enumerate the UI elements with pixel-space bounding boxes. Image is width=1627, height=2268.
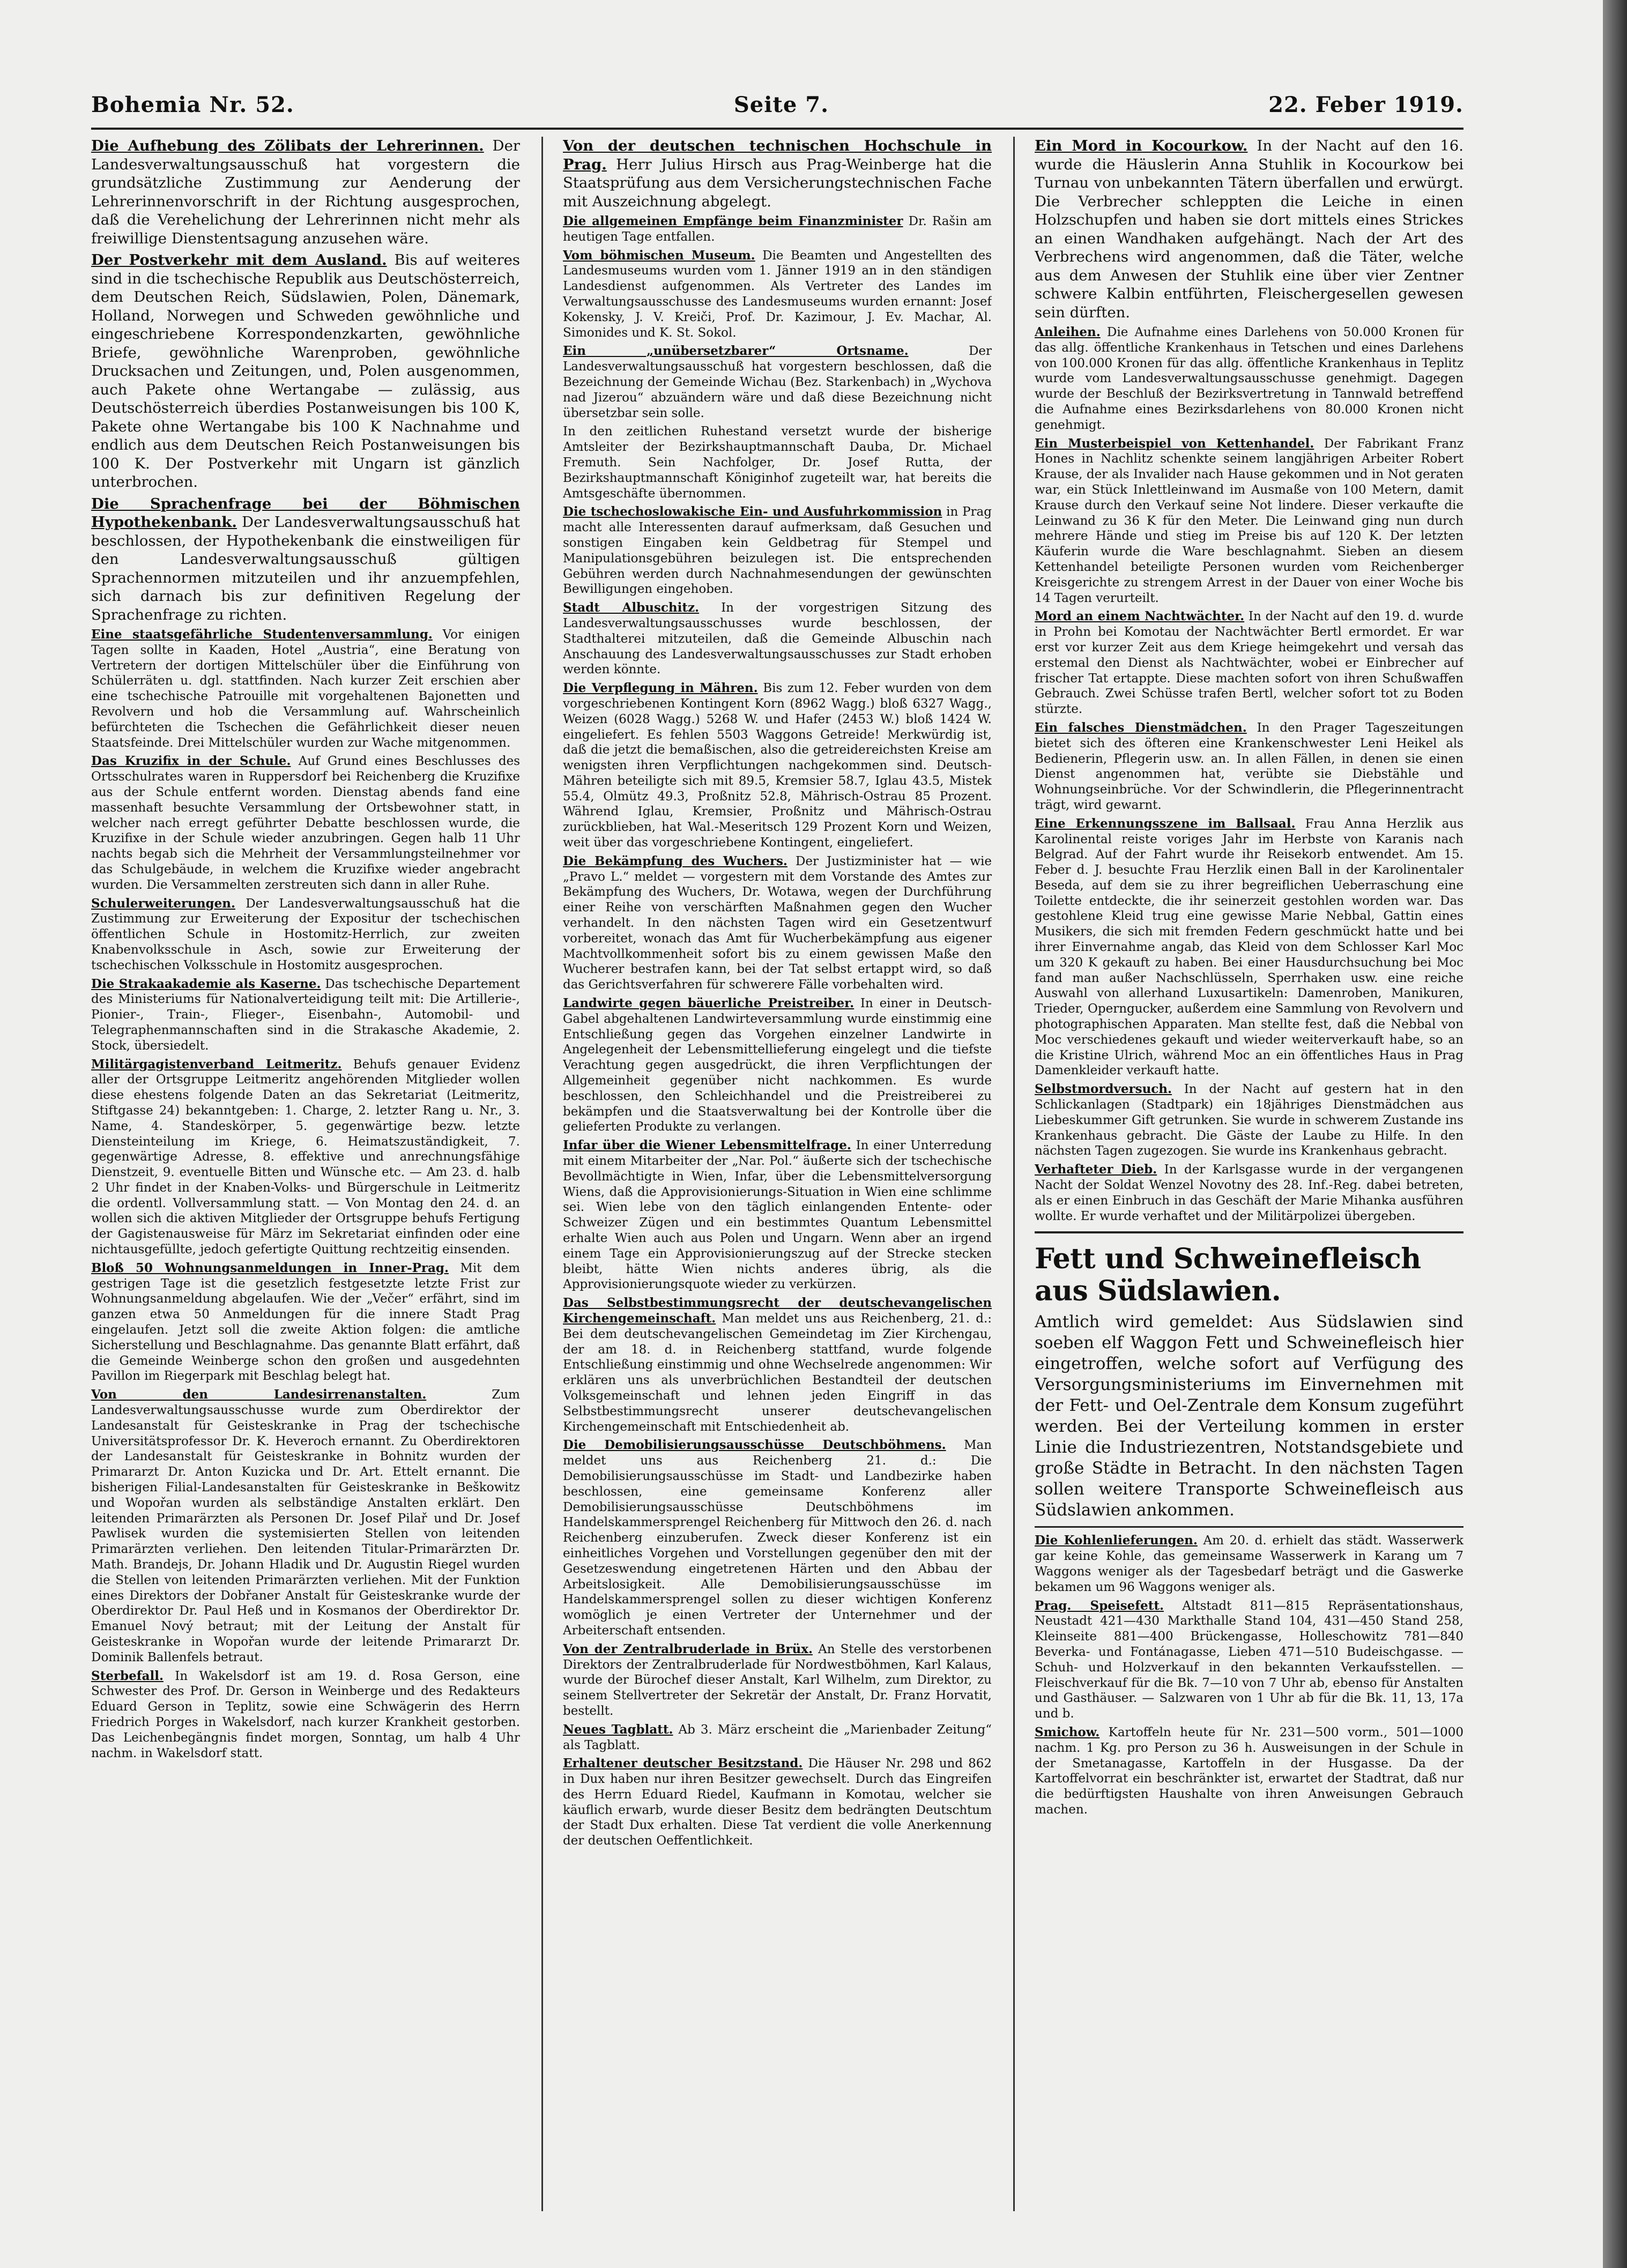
article (91, 495, 520, 624)
article (563, 344, 992, 421)
article-heading: Neues Tagblatt. (563, 1722, 673, 1737)
column-3 (1035, 137, 1463, 2217)
article-heading: Mord an einem Nachtwächter. (1035, 609, 1245, 624)
article-heading: Die allgemeinen Empfänge beim Finanzminister (563, 214, 903, 228)
article-heading: Der Postverkehr mit dem Ausland. (91, 251, 387, 269)
article-heading: Die tschechoslowakische Ein- und Ausfuhrkommission (563, 504, 942, 519)
article-heading: Militärgagistenverband Leitmeritz. (91, 1057, 342, 1072)
article-heading: Eine staatsgefährliche Studentenversammlung. (91, 627, 433, 642)
headline: Fett und Schweinefleisch aus Südslawien. (1035, 1243, 1421, 1308)
article-body: In Wakelsdorf ist am 19. d. Rosa Gerson, eine Schwester des Prof. Dr. Gerson in Weinberge und des Redakteurs Eduard Gerson in Teplitz, sowie eine Schwägerin des Herrn Friedrich Porges in Wakelsdorf, nach kurzer Krankheit gestorben. Das Leichenbegängnis findet morgen, Sonntag, um halb 4 Uhr nachm. in Wakelsdorf statt. (91, 1669, 520, 1760)
article (1035, 1533, 1463, 1595)
article-body: Der Landesverwaltungsausschuß hat beschlossen, der Hypothekenbank die einstweiligen für den Landesverwaltungsausschuß gültigen Sprachennormen mitzuteilen und ihr anzuempfehlen, sich darnach bis zur definitiven Regelung der Sprachenfrage zu richten. (91, 514, 520, 623)
article (91, 137, 520, 248)
header-rule (91, 128, 1463, 130)
article-heading: Die Bekämpfung des Wuchers. (563, 853, 788, 868)
article-body: Das tschechische Departement des Ministeriums für Nationalverteidigung teilt mit: Die Artillerie-, Pionier-, Train-, Flieger-, Eisenbahn-, Automobil- und Telegraphenmannschaften sind in die Strakasche Akademie, 2. Stock, übersiedelt. (91, 977, 520, 1053)
article (91, 754, 520, 893)
article-heading: Die Aufhebung des Zölibats der Lehrerinnen. (91, 137, 484, 154)
headline-article-body: Amtlich wird gemeldet: Aus Südslawien sind soeben elf Waggon Fett und Schweinefleisch hier eingetroffen, welche sofort auf Verfügung des Versorgungsministeriums im Einvernehmen mit der Fett- und Oel-Zentrale dem Konsum zugeführt werden. Bei der Verteilung kommen in erster Linie die Industriezentren, Notstandsgebiete und große Städte in Betracht. In den nächsten Tagen sollen weitere Transporte Schweinefleisch aus Südslawien ankommen. (1035, 1312, 1463, 1520)
article (91, 1669, 520, 1761)
article (563, 137, 992, 211)
article-body: Herr Julius Hirsch aus Prag-Weinberge hat die Staatsprüfung aus dem Versicherungstechnischen Fache mit Auszeichnung abgelegt. (563, 155, 992, 210)
article-heading: Anleihen. (1035, 325, 1101, 339)
article (563, 504, 992, 597)
article (563, 1722, 992, 1753)
article-heading: Landwirte gegen bäuerliche Preistreiber. (563, 996, 855, 1011)
article-heading: Verhafteter Dieb. (1035, 1162, 1157, 1177)
article-body: Am 20. d. erhielt das städt. Wasserwerk gar keine Kohle, das gemeinsame Wasserwerk in Karang um 7 Waggons weniger als der Tagesbedarf beträgt und die Gaswerke bekamen um 96 Waggons weniger als. (1035, 1534, 1463, 1594)
article-heading: Selbstmordversuch. (1035, 1082, 1172, 1097)
column-divider-1 (541, 137, 543, 2211)
article-body: Der Fabrikant Franz Hones in Nachlitz schenkte seinem langjährigen Arbeiter Robert Krause, der als Invalider nach Hause gekommen und in Not geraten war, ein Stück Inlettleinwand im Ausmaße von 100 Metern, damit Krause durch den Verkauf seine Not lindere. Dieser verkaufte die Leinwand zu 36 K für den Meter. Die Leinwand ging nun durch mehrere Hände und stieg im Preise bis auf 120 K. Der letzten Käuferin wurde die Ware beschlagnahmt. Sieben an diesem Kettenhandel beteiligte Personen wurden vom Reichenberger Kreisgerichte zu strengem Arrest in der Dauer von einer Woche bis 14 Tagen verurteilt. (1035, 436, 1463, 605)
headline-rule-bottom (1035, 1526, 1463, 1528)
article (1035, 816, 1463, 1079)
article-heading: Das Kruzifix in der Schule. (91, 754, 291, 769)
article (91, 251, 520, 492)
article-body: Der Landesverwaltungsausschuß hat vorgestern die grundsätzliche Zustimmung zur Aenderung der Lehrerinnenvorschrift in der Richtung ausgesprochen, daß die Verehelichung der Lehrerinnen nicht mehr als freiwillige Dienstentsagung anzusehen wäre. (91, 137, 520, 247)
article-heading: Ein Musterbeispiel von Kettenhandel. (1035, 436, 1314, 451)
article-body: Auf Grund eines Beschlusses des Ortsschulrates waren in Ruppersdorf bei Reichenberg die Kruzifixe aus der Schule entfernt worden. Dienstag abends fand eine massenhaft besuchte Versammlung der Ortsbewohner statt, in welcher nach erregt geführter Debatte beschlossen wurde, die Kruzifixe in der Schule wieder anzubringen. Gegen halb 11 Uhr nachts begab sich die Mehrheit der Versammlungsteilnehmer vor das Schulgebäude, in welchem die Kruzifixe wieder angebracht wurden. Die Versammelten zerstreuten sich dann in aller Ruhe. (91, 754, 520, 892)
article-heading: Die Demobilisierungsausschüsse Deutschböhmens. (563, 1438, 946, 1453)
article-heading: Schulerweiterungen. (91, 896, 235, 911)
page-header (91, 86, 1463, 123)
article-body: Kartoffeln heute für Nr. 231—500 vorm., 501—1000 nachm. 1 Kg. pro Person zu 36 h. Ausweisungen in der Schule in der Smetanagasse, Kartoffeln in der Husgasse. Da der Kartoffelvorrat ein beschränkter ist, erwartet der Stadtrat, daß nur die bedürftigsten Haushalte von ihren Anweisungen Gebrauch machen. (1035, 1725, 1463, 1817)
article (1035, 720, 1463, 813)
article-heading: Stadt Albuschitz. (563, 600, 700, 615)
article-body: In der Nacht auf gestern hat in den Schlickanlagen (Stadtpark) ein 18jähriges Dienstmädchen aus Liebeskummer Gift getrunken. Sie wurde in schwerem Zustande ins Krankenhaus gebracht. Die Gäste der Laube zu Hilfe. In den nächsten Tagen zugezogen. Sie wurde ins Krankenhaus gebracht. (1035, 1082, 1463, 1158)
article (1035, 1598, 1463, 1722)
article-heading: Ein falsches Dienstmädchen. (1035, 720, 1247, 735)
article-body: In der Nacht auf den 19. d. wurde in Prohn bei Komotau der Nachtwächter Bertl ermordet. Er war erst vor kurzer Zeit aus dem Kriege heimgekehrt und versah das erstemal den Dienst als Nachtwächter, wobei er Einbrecher auf frischer Tat ertappte. Diese machten sofort von ihren Schußwaffen Gebrauch. Zwei Schüsse trafen Bertl, welcher sofort tot zu Boden stürzte. (1035, 609, 1463, 717)
article-heading: Prag. Speisefett. (1035, 1598, 1164, 1613)
article-body: Frau Anna Herzlik aus Karolinental reiste voriges Jahr im Herbste von Karanis nach Belgrad. Auf der Fahrt wurde ihr Reisekorb entwendet. Am 15. Feber d. J. besuchte Frau Herzlik einen Ball in der Karolinentaler Beseda, auf dem sie zu ihrer begreiflichen Ueberraschung eine Toilette entdeckte, die ihr seinerzeit gestohlen worden war. Das gestohlene Kleid trug eine gewisse Marie Nebbal, Gattin eines Musikers, die sich mit fremden Federn geschmückt hatte und bei ihrer Einvernahme angab, das Kleid von dem Schlosser Karl Moc um 320 K gekauft zu haben. Bei einer Hausdurchsuchung bei Moc fand man außer Nachschlüsseln, Sperrhaken usw. eine reiche Auswahl von allerhand Luxusartikeln: Damenroben, Manikuren, Trieder, Operngucker, außerdem eine Sammlung von Revolvern und photographischen Apparaten. Man stellte fest, daß die Nebbal von Moc verschiedenes gekauft und wieder weiterverkauft habe, so an die Kristine Ulrich, während Moc an ein öffentliches Haus in Prag Damenkleider verkauft hatte. (1035, 816, 1463, 1078)
column-2 (563, 137, 992, 2217)
article (1035, 1725, 1463, 1818)
article (563, 1296, 992, 1434)
article-body: Dr. Rašin am heutigen Tage entfallen. (563, 214, 992, 244)
article (563, 1642, 992, 1719)
article (91, 977, 520, 1054)
article-heading: Vom böhmischen Museum. (563, 248, 755, 263)
article-body: Vor einigen Tagen sollte in Kaaden, Hotel „Austria“, eine Beratung von Vertretern der dortigen Mittelschüler über die Einführung von Schülerräten u. dgl. stattfinden. Nach kurzer Zeit erschien aber eine tschechische Patrouille mit vorgehaltenen Bajonetten und Revolvern und hob die Versammlung auf. Wahrscheinlich befürchteten die Tschechen die Gefährlichkeit dieser neuen Staatsfeinde. Drei Mittelschüler wurden zur Wache mitgenommen. (91, 628, 520, 750)
article-body: Bis zum 12. Feber wurden von dem vorgeschriebenen Kontingent Korn (8962 Wagg.) bloß 6327 Wagg., Weizen (6028 Wagg.) 5268 W. und Hafer (2453 W.) bloß 1424 W. eingeliefert. Es fehlen 5503 Waggons Getreide! Merkwürdig ist, daß die jetzt die bemaßischen, also die getreidereichsten Kreise am wenigsten ihren Verpflichtungen nachgekommen sind. Deutsch-Mähren beteiligte sich mit 89.5, Kremsier 58.7, Iglau 43.5, Mistek 55.4, Olmütz 49.3, Proßnitz 52.8, Mährisch-Ostrau 85 Prozent. Während Iglau, Kremsier, Proßnitz und Mährisch-Ostrau zurückblieben, hat Wal.-Meseritsch 129 Prozent Korn und Weizen, weit über das vorgeschriebene Kontingent, eingeliefert. (563, 681, 992, 850)
article-heading: Von der Zentralbruderlade in Brüx. (563, 1641, 813, 1656)
article-body: Der Landesverwaltungsausschuß hat vorgestern beschlossen, daß die Bezeichnung der Gemeinde Wichau (Bez. Starkenbach) in „Wychova nad Jizerou“ abzuändern wäre und daß diese Bezeichnung nicht übersetzbar sein solle. (563, 344, 992, 420)
article (563, 424, 992, 501)
article-body: An Stelle des verstorbenen Direktors der Zentralbruderlade für Nordwestböhmen, Karl Kalaus, wurde der Bürochef dieser Anstalt, Karl Wilhelm, zum Direktor, zu seinem Stellvertreter der Sekretär der Anstalt, Dr. Franz Horvatit, bestellt. (563, 1642, 992, 1718)
article (91, 1057, 520, 1258)
article-heading: Das Selbstbestimmungsrecht der deutschevangelischen Kirchengemeinschaft. (563, 1296, 992, 1326)
article-body: In den zeitlichen Ruhestand versetzt wurde der bisherige Amtsleiter der Bezirkshauptmannschaft Dauba, Dr. Michael Fremuth. Sein Nachfolger, Dr. Josef Rutta, der Bezirkshauptmannschaft Königinhof zugeteilt war, hat bereits die Amtsgeschäfte übernommen. (563, 425, 992, 501)
header-page-number: Seite 7. (733, 92, 829, 117)
article-body: In einer Unterredung mit einem Mitarbeiter der „Nar. Pol.“ äußerte sich der tschechische Bevollmächtigte in Wien, Infar, über die Lebensmittelversorgung Wiens, daß die Approvisionierungs-Situation in Wien eine schlimme sei. Wien lebe von den täglich einlangenden Entente- oder Schweizer Zügen und ein bestimmtes Quantum Lebensmittel erhalte Wien auch aus Polen und Ungarn. Wenn aber an irgend einem Tage ein Approvisionierungszug auf der Strecke stecken bleibt, hätte Wien nichts anderes übrig, als die Approvisionierungsquote wieder zu verkürzen. (563, 1139, 992, 1292)
article-body: Ab 3. März erscheint die „Marienbader Zeitung“ als Tagblatt. (563, 1722, 992, 1752)
article (563, 600, 992, 678)
article-heading: Die Kohlenlieferungen. (1035, 1533, 1198, 1548)
article-body: In der vorgestrigen Sitzung des Landesverwaltungsausschusses wurde beschlossen, der Stadthalterei mitzuteilen, daß die Gemeinde Albuschin nach Anschauung des Landesverwaltungsausschusses zur Stadt erhoben werden könnte. (563, 601, 992, 677)
article (1035, 325, 1463, 433)
article (563, 681, 992, 851)
article-body: Die Häuser Nr. 298 und 862 in Dux haben nur ihren Besitzer gewechselt. Durch das Eingreifen des Herrn Eduard Riedel, Kaufmann in Komotau, welcher sie käuflich erwarb, wurde dieser Besitz dem bedrängten Deutschtum der Stadt Dux erhalten. Diese Tat verdient die volle Anerkennung der deutschen Oeffentlichkeit. (563, 1757, 992, 1848)
article (563, 1438, 992, 1638)
article-body: In einer in Deutsch-Gabel abgehaltenen Landwirteversammlung wurde einstimmig eine Entschließung gegen das Vorgehen einzelner Landwirte in Angelegenheit der Lebensmittellieferung eingelegt und die tiefste Verachtung gegen ausgedrückt, die ihren Verpflichtungen der Allgemeinheit gegenüber nicht nachkommen. Es wurde beschlossen, den Schleichhandel und die Preistreiberei zu bekämpfen und die Staatsverwaltung bei der Kontrolle über die gelieferten Produkte zu verlangen. (563, 997, 992, 1134)
article (563, 1756, 992, 1849)
article-body: In der Nacht auf den 16. wurde die Häuslerin Anna Stuhlik in Kocourkow bei Turnau von unbekannten Tätern überfallen und erwürgt. Die Verbrecher schleppten die Leiche in einen Holzschupfen und haben sie dort mittels eines Strickes an einen Wandhaken aufgehängt. Nach der Art des Verbrechens wird angenommen, daß die Täter, welche aus dem Anwesen der Stuhlik eine über vier Zentner schwere Kalbin entführten, Fleischergesellen gewesen sein dürften. (1035, 137, 1463, 321)
article (1035, 1082, 1463, 1159)
article-body: In der Karlsgasse wurde in der vergangenen Nacht der Soldat Wenzel Novotny des 28. Inf.-Reg. dabei betreten, als er einen Einbruch in das Geschäft der Marie Mihanka ausführen wollte. Er wurde verhaftet und der Militärpolizei übergeben. (1035, 1163, 1463, 1223)
article-heading: Erhaltener deutscher Besitzstand. (563, 1756, 803, 1771)
article (563, 996, 992, 1135)
article-body: Altstadt 811—815 Repräsentationshaus, Neustadt 421—430 Markthalle Stand 104, 431—450 Stand 258, Kleinseite 881—400 Brückengasse, Holleschowitz 781—840 Beverka- und Fontánagasse, Lieben 471—510 Budeischgasse. — Schuh- und Holzverkauf in den bekannten Verkaufsstellen. — Fleischverkauf für die Bk. 7—10 von 7 Uhr ab, ebenso für Anstalten und Gasthäuser. — Salzwaren von 1 Uhr ab für die Bk. 11, 13, 17a und b. (1035, 1598, 1463, 1721)
article-heading: Die Strakaakademie als Kaserne. (91, 976, 321, 991)
article (1035, 137, 1463, 322)
article-heading: Von den Landesirrenanstalten. (91, 1387, 427, 1402)
article (563, 214, 992, 245)
article (1035, 436, 1463, 606)
article (91, 627, 520, 750)
headline-rule-top (1035, 1231, 1463, 1233)
article (1035, 1162, 1463, 1224)
article-body: Man meldet uns aus Reichenberg 21. d.: Die Demobilisierungsausschüsse im Stadt- und Landbezirke haben beschlossen, eine gemeinsame Konferenz aller Demobilisierungsausschüsse Deutschböhmens im Handelskammersprengel Reichenberg für Mittwoch den 26. d. nach Reichenberg einzuberufen. Zweck dieser Konferenz ist ein einheitliches Vorgehen und Vorstellungen gegenüber den mit der Gesetzeswendung eingetretenen Härten und den Abbau der Arbeitslosigkeit. Alle Demobilisierungsausschüsse im Handelskammersprengel sollen zu dieser wichtigen Konferenz womöglich je einen Vertreter der Unternehmer und der Arbeiterschaft entsenden. (563, 1438, 992, 1638)
article-body: Mit dem gestrigen Tage ist die gesetzlich festgesetzte letzte Frist zur Wohnungsanmeldung abgelaufen. Wie der „Večer“ erfährt, sind im ganzen etwa 50 Anmeldungen für die innere Stadt Prag eingelaufen. Jetzt soll die zweite Aktion folgen: die amtliche Sicherstellung und Beschlagnahme. Das genannte Blatt erfährt, daß die Gemeinde Weinberge schon den großen und ausgedehnten Pavillon im Riegerpark mit Beschlag belegt hat. (91, 1261, 520, 1384)
article-heading: Die Sprachenfrage bei der Böhmischen Hypothekenbank. (91, 495, 520, 531)
article-heading: Smichow. (1035, 1724, 1100, 1739)
page-edge-shadow (1603, 0, 1627, 2268)
article-body: in Prag macht alle Interessenten darauf aufmerksam, daß Gesuchen und sonstigen Eingaben kein Geldbetrag für Stempel und Manipulationsgebühren beizulegen ist. Die entsprechenden Gebühren werden durch Nachnahmesendungen der gewünschten Bewilligungen eingehoben. (563, 505, 992, 597)
article-body: Die Beamten und Angestellten des Landesmuseums wurden vom 1. Jänner 1919 an in den ständigen Landesdienst aufgenommen. Als Vertreter des Landes im Verwaltungsausschusse des Landesmuseums wurden ernannt: Josef Kokensky, J. V. Kreiči, Prof. Dr. Kazimour, J. Ev. Machar, Al. Simonides und K. St. Sokol. (563, 248, 992, 340)
article (91, 896, 520, 973)
article-body: Bis auf weiteres sind in die tschechische Republik aus Deutschösterreich, dem Deutschen Reich, Südslawien, Polen, Dänemark, Holland, Norwegen und Schweden gewöhnliche und eingeschriebene Korrespondenzkarten, gewöhnliche Briefe, gewöhnliche Warenproben, gewöhnliche Drucksachen und Zeitungen, und, Polen ausgenommen, auch Pakete ohne Wertangabe — zulässig, aus Deutschösterreich überdies Postanweisungen bis 100 K, Pakete ohne Wertangabe bis 100 K Nachnahme und endlich aus dem Deutschen Reich Postanweisungen bis 100 K. Der Postverkehr mit Ungarn ist gänzlich unterbrochen. (91, 251, 520, 490)
article-body: In den Prager Tageszeitungen bietet sich des öfteren eine Krankenschwester Leni Heikel als Bedienerin, Pflegerin usw. an. In allen Fällen, in denen sie einen Dienst angenommen hat, verübte sie Diebstähle und Wohnungseinbrüche. Vor der Schwindlerin, die Pflegerinnentracht trägt, wird gewarnt. (1035, 720, 1463, 812)
column-1 (91, 137, 520, 2217)
article-heading: Sterbefall. (91, 1668, 164, 1683)
article (91, 1261, 520, 1384)
header-publication: Bohemia Nr. 52. (91, 92, 294, 117)
column-divider-2 (1013, 137, 1015, 2211)
article-body: Zum Landesverwaltungsausschusse wurde zum Oberdirektor der Landesanstalt für Geisteskranke in Prag der tschechische Universitätsprofessor Dr. K. Heveroch ernannt. Zu Oberdirektoren der Landesanstalt für Geisteskranke in Bohnitz wurden der Primararzt Dr. Anton Kuzicka und Dr. Art. Ettelt ernannt. Die bisherigen Filial-Landesanstalten für Geisteskranke in Beškowitz und Wopořan wurden als selbständige Anstalten erklärt. Den leitenden Primarärzten als Personen Dr. Josef Pilař und Dr. Josef Pawlisek wurden die systemisierten Stellen von leitenden Primarärzten verliehen. Den leitenden Titular-Primarärzten Dr. Math. Brandejs, Dr. Johann Hladik und Dr. Augustin Riegel wurden die Stellen von leitenden Primarärzten verliehen. Mit der Funktion eines Direktors der Dobřaner Anstalt für Geisteskranke wurde der Oberdirektor Dr. Paul Heß und in Kosmanos der Oberdirektor Dr. Emanuel Nový betraut; mit der Leitung der Anstalt für Geisteskranke in Wopořan wurde der leitende Primararzt Dr. Dominik Ballenfels betraut. (91, 1388, 520, 1664)
article-body: Der Justizminister hat — wie „Pravo L.“ meldet — vorgestern mit dem Vorstande des Amtes zur Bekämpfung des Wuchers, Dr. Wotawa, wegen der Durchführung einer Reihe von verschärften Maßnahmen gegen den Wucher verhandelt. In den nächsten Tagen wird ein Gesetzentwurf vorbereitet, wonach das Amt für Wucherbekämpfung aus eigener Machtvollkommenheit sofort bis zu einem gewissen Maße den Wucherer bestrafen kann, bei der Tat selbst ertappt wird, so daß das Gerichtsverfahren für schwerere Fälle vorbehalten wird. (563, 854, 992, 992)
article (563, 1138, 992, 1292)
article-heading: Ein Mord in Kocourkow. (1035, 137, 1248, 154)
header-date: 22. Feber 1919. (1268, 92, 1463, 117)
article-body: Der Landesverwaltungsausschuß hat die Zustimmung zur Erweiterung der Expositur der tschechischen öffentlichen Schule in Hostomitz-Herrlich, zur zweiten Knabenvolksschule in Asch, sowie zur Erweiterung der tschechischen Volksschule in Hostomitz ausgesprochen. (91, 896, 520, 972)
article-heading: Eine Erkennungsszene im Ballsaal. (1035, 816, 1296, 831)
article-heading: Von der deutschen technischen Hochschule in Prag. (563, 137, 992, 173)
article (91, 1387, 520, 1665)
article (563, 854, 992, 993)
article-heading: Infar über die Wiener Lebensmittelfrage. (563, 1138, 851, 1153)
article (563, 248, 992, 341)
article-body: Behufs genauer Evidenz aller der Ortsgruppe Leitmeritz angehörenden Mitglieder wollen diese ehestens folgende Daten an das Sekretariat (Leitmeritz, Stiftgasse 24) bekanntgeben: 1. Charge, 2. letzter Rang u. Nr., 3. Name, 4. Standeskörper, 5. gegenwärtige bezw. letzte Diensteinteilung im Kriege, 6. Heimatszuständigkeit, 7. gegenwärtige Adresse, 8. effektive und anrechnungsfähige Dienstzeit, 9. eventuelle Bitten und Wünsche etc. — Am 23. d. halb 2 Uhr findet in der Knaben-Volks- und Bürgerschule in Leitmeritz die ordentl. Vollversammlung statt. — Von Montag den 24. d. an wollen sich die aktiven Mitglieder der Ortsgruppe behufs Fertigung der Gagistenausweise für März im Sekretariat einfinden oder eine nichtausgefüllte, jedoch gefertigte Quittung rechtzeitig einsenden. (91, 1057, 520, 1257)
article-heading: Bloß 50 Wohnungsanmeldungen in Inner-Prag. (91, 1260, 449, 1275)
article-body: Man meldet uns aus Reichenberg, 21. d.: Bei dem deutschevangelischen Gemeindetag im Zier Kirchengau, der am 18. d. in Reichenberg stattfand, wurde folgende Entschließung einstimmig und ohne Wechselrede angenommen: Wir erklären uns als unverbrüchlichen Bestandteil der deutschen Volksgemeinschaft und lehnen jeden Eingriff in das Selbstbestimmungsrecht unserer deutschevangelischen Kirchengemeinschaft mit Entschiedenheit ab. (563, 1311, 992, 1434)
article-heading: Die Verpflegung in Mähren. (563, 681, 758, 696)
article-heading: Ein „unübersetzbarer“ Ortsname. (563, 344, 909, 359)
article-body: Die Aufnahme eines Darlehens von 50.000 Kronen für das allg. öffentliche Krankenhaus in Tetschen und eines Darlehens von 100.000 Kronen für das allg. öffentliche Krankenhaus in Teplitz wurde vom Landesverwaltungsausschusse genehmigt. Dagegen wurde der Beschluß der Bezirksvertretung in Tannwald betreffend die Aufnahme eines Bezirksdarlehens von 80.000 Kronen nicht genehmigt. (1035, 325, 1463, 432)
article (1035, 609, 1463, 717)
